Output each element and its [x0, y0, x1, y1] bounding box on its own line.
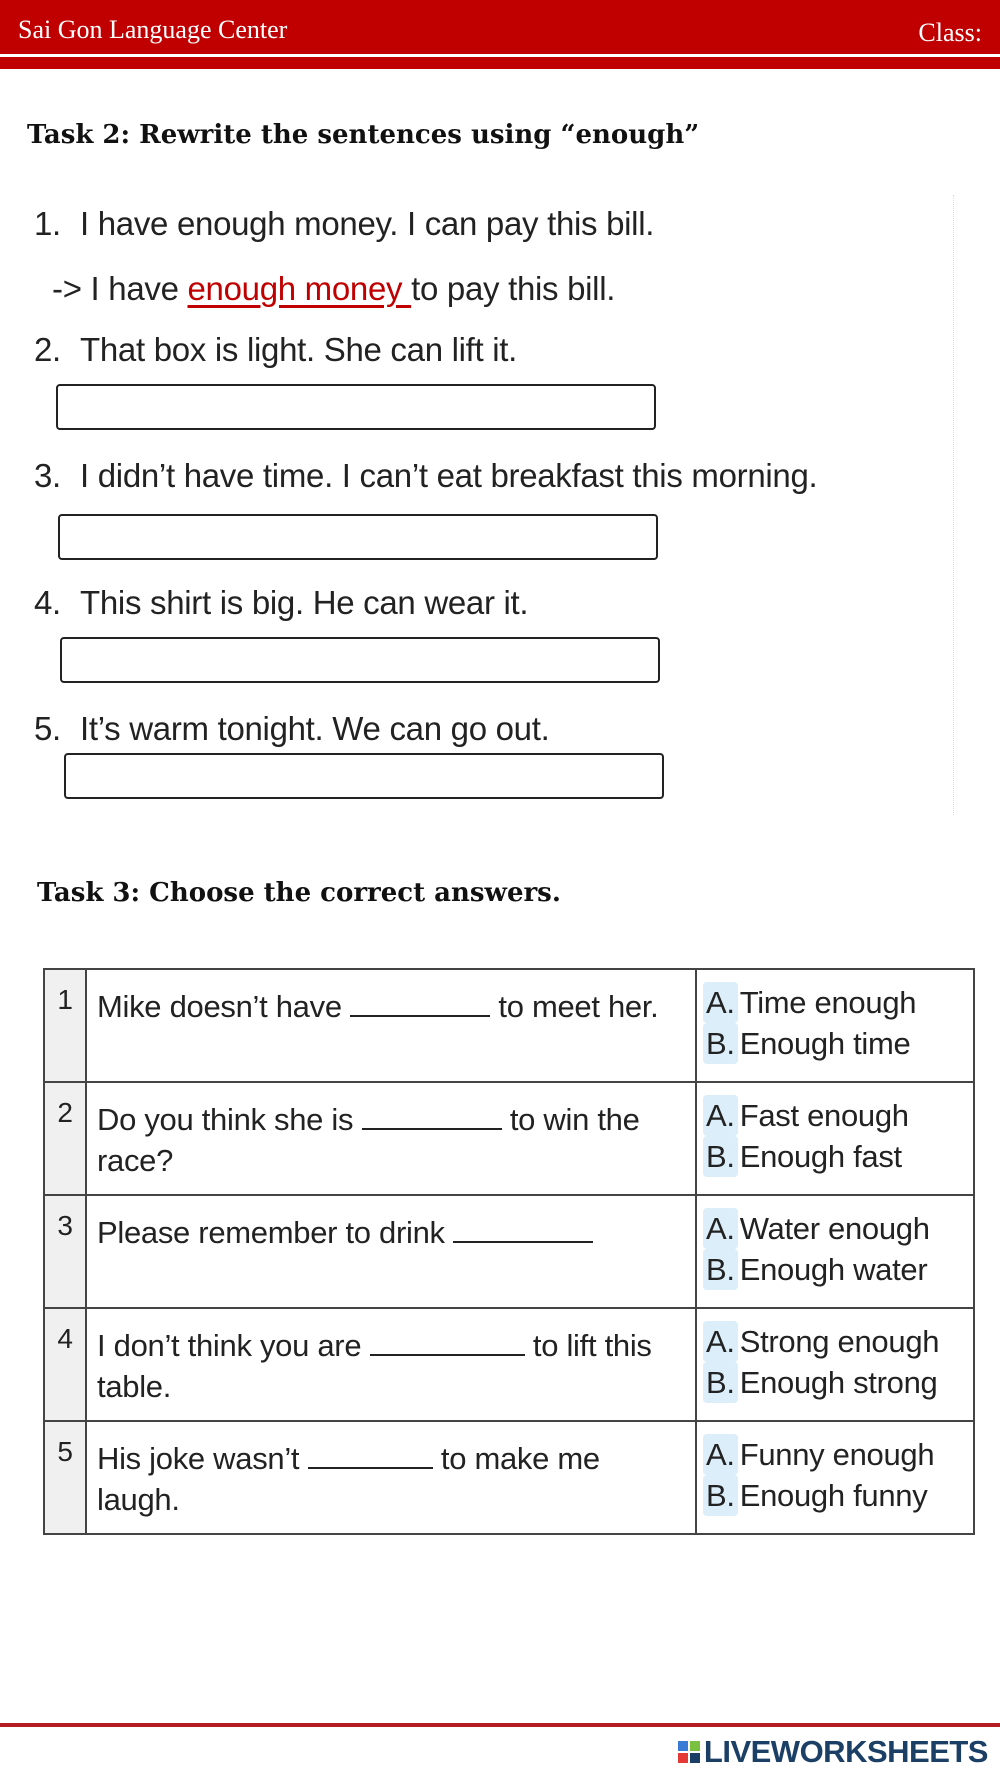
table-row [44, 1082, 974, 1195]
option-a[interactable] [703, 1434, 967, 1475]
option-letter[interactable]: A. [703, 1095, 738, 1136]
sentence-before: His joke wasn’t [97, 1441, 308, 1476]
row-options [696, 969, 974, 1082]
blank-line [370, 1326, 525, 1356]
example-answer-suffix: to pay this bill. [411, 270, 616, 307]
question-number: 1. [34, 205, 61, 242]
task2-question-5 [34, 710, 549, 748]
blank-line [308, 1439, 433, 1469]
task3-title: Task 3: Choose the correct answers. [37, 878, 561, 908]
option-text: Funny enough [739, 1437, 935, 1472]
option-b[interactable] [703, 1249, 967, 1290]
task2-title: Task 2: Rewrite the sentences using “enough” [27, 120, 700, 150]
row-number: 5 [44, 1421, 86, 1534]
option-letter[interactable]: B. [703, 1249, 738, 1290]
option-letter[interactable]: A. [703, 982, 738, 1023]
row-number: 2 [44, 1082, 86, 1195]
answer-input-3[interactable] [58, 514, 658, 560]
option-text: Enough strong [739, 1365, 938, 1400]
brand-name: LIVEWORKSHEETS [703, 1734, 988, 1769]
sentence-before: I don’t think you are [97, 1328, 370, 1363]
sentence-after: to lift this table. [97, 1328, 652, 1404]
row-sentence [86, 969, 696, 1082]
multiple-choice-body [44, 969, 974, 1534]
option-b[interactable] [703, 1023, 967, 1064]
option-letter[interactable]: A. [703, 1208, 738, 1249]
question-number: 4. [34, 584, 61, 621]
option-text: Time enough [739, 985, 917, 1020]
question-number: 2. [34, 331, 61, 368]
option-text: Enough fast [739, 1139, 902, 1174]
brand-logo[interactable] [678, 1734, 988, 1770]
sentence-after: to make me laugh. [97, 1441, 600, 1517]
example-answer-prefix: -> I have [52, 270, 188, 307]
liveworksheets-icon [678, 1741, 700, 1763]
option-letter[interactable]: B. [703, 1023, 738, 1064]
option-text: Enough water [739, 1252, 928, 1287]
answer-input-2[interactable] [56, 384, 656, 430]
question-number: 5. [34, 710, 61, 747]
option-text: Fast enough [739, 1098, 909, 1133]
question-text: That box is light. She can lift it. [80, 331, 518, 368]
class-label: Class: [918, 18, 982, 47]
option-letter[interactable]: B. [703, 1475, 738, 1516]
row-sentence [86, 1082, 696, 1195]
option-letter[interactable]: A. [703, 1434, 738, 1475]
option-letter[interactable]: B. [703, 1136, 738, 1177]
option-text: Enough time [739, 1026, 911, 1061]
row-options [696, 1082, 974, 1195]
row-sentence [86, 1421, 696, 1534]
multiple-choice-table [43, 968, 975, 1535]
option-letter[interactable]: B. [703, 1362, 738, 1403]
question-number: 3. [34, 457, 61, 494]
option-letter[interactable]: A. [703, 1321, 738, 1362]
sentence-before: Do you think she is [97, 1102, 362, 1137]
table-row [44, 1421, 974, 1534]
question-text: I didn’t have time. I can’t eat breakfast this morning. [80, 457, 818, 494]
row-number: 1 [44, 969, 86, 1082]
blank-line [453, 1213, 593, 1243]
header-underline [0, 57, 1000, 69]
option-a[interactable] [703, 1321, 967, 1362]
row-options [696, 1308, 974, 1421]
row-options [696, 1195, 974, 1308]
blank-line [362, 1100, 502, 1130]
footer-divider [0, 1723, 1000, 1727]
option-a[interactable] [703, 1095, 967, 1136]
sentence-before: Please remember to drink [97, 1215, 454, 1250]
question-text: I have enough money. I can pay this bill. [80, 205, 655, 242]
answer-input-5[interactable] [64, 753, 664, 799]
option-b[interactable] [703, 1475, 967, 1516]
example-answer-highlight: enough money [187, 270, 412, 307]
question-text: It’s warm tonight. We can go out. [80, 710, 550, 747]
blank-line [350, 987, 490, 1017]
option-b[interactable] [703, 1136, 967, 1177]
answer-input-4[interactable] [60, 637, 660, 683]
sentence-before: Mike doesn’t have [97, 989, 351, 1024]
option-a[interactable] [703, 1208, 967, 1249]
question-text: This shirt is big. He can wear it. [80, 584, 529, 621]
row-options [696, 1421, 974, 1534]
option-text: Strong enough [739, 1324, 940, 1359]
table-row [44, 1308, 974, 1421]
task2-question-2 [34, 331, 517, 369]
sentence-after: to meet her. [490, 989, 659, 1024]
task2-question-3 [34, 457, 817, 495]
table-row [44, 1195, 974, 1308]
row-number: 3 [44, 1195, 86, 1308]
center-name: Sai Gon Language Center [18, 15, 288, 44]
option-b[interactable] [703, 1362, 967, 1403]
task2-example-answer [52, 270, 615, 308]
table-row [44, 969, 974, 1082]
option-a[interactable] [703, 982, 967, 1023]
row-number: 4 [44, 1308, 86, 1421]
row-sentence [86, 1308, 696, 1421]
option-text: Enough funny [739, 1478, 928, 1513]
sentence-after: to win the race? [97, 1102, 640, 1178]
page-header [0, 0, 1000, 54]
option-text: Water enough [739, 1211, 930, 1246]
task2-example-question [34, 205, 654, 243]
row-sentence [86, 1195, 696, 1308]
task2-question-4 [34, 584, 528, 622]
task2-border [953, 195, 954, 815]
